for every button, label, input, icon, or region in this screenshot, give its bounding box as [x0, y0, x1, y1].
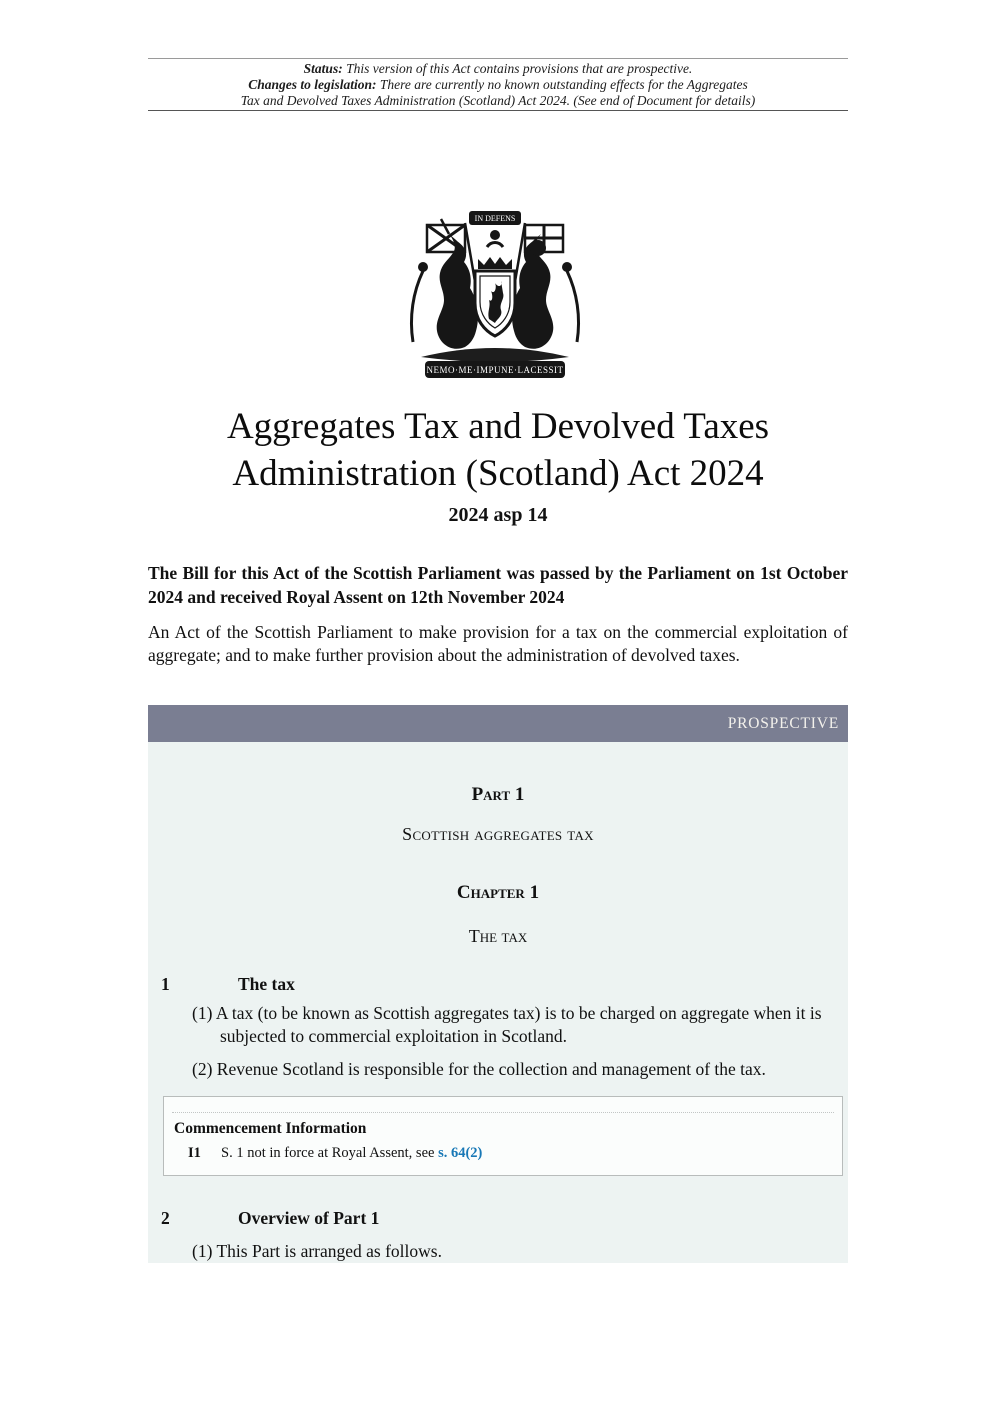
grass-mound: [421, 348, 569, 362]
section-1-title: The tax: [238, 974, 295, 994]
subsection-number: (1): [192, 1241, 213, 1261]
section-2-title: Overview of Part 1: [238, 1208, 380, 1228]
crest-figure: [490, 230, 500, 240]
asp-number: 2024 asp 14: [448, 504, 548, 526]
changes-text: There are currently no known outstanding effects for the Aggregates: [376, 77, 748, 92]
bill-passed-statement: The Bill for this Act of the Scottish Parliament was passed by the Parliament on 1st October 2024 and received Royal Assent on 12th November 2024: [148, 563, 848, 607]
changes-line-2: Tax and Devolved Taxes Administration (Scotland) Act 2024. (See end of Document for details): [240, 93, 756, 108]
changes-label: Changes to legislation:: [248, 77, 377, 92]
header-rule-top: [148, 58, 848, 59]
document-status-header: [148, 61, 848, 109]
act-title-line-1: Aggregates Tax and Devolved Taxes: [226, 406, 770, 447]
thistle-left: [411, 271, 423, 342]
commencement-note-link[interactable]: s. 64(2): [438, 1145, 483, 1161]
commencement-information-box: [163, 1096, 843, 1176]
prospective-content-section: [148, 742, 848, 1263]
commencement-note: [221, 1145, 482, 1162]
dotted-divider: [172, 1112, 834, 1113]
subsection-text: A tax (to be known as Scottish aggregates tax) is to be charged on aggregate when it is subjected to commercial exploitation in Scotland.: [215, 1003, 822, 1046]
status-text: This version of this Act contains provisions that are prospective.: [342, 61, 693, 76]
section-1-subsection-1: [192, 1002, 873, 1048]
crown: [478, 257, 512, 269]
act-title-line-2: Administration (Scotland) Act 2024: [232, 453, 764, 494]
prospective-label: PROSPECTIVE: [727, 715, 839, 732]
commencement-note-text: S. 1 not in force at Royal Assent, see: [221, 1145, 439, 1161]
chapter-1-subject: The tax: [468, 926, 528, 946]
commencement-note-id: I1: [188, 1145, 201, 1161]
motto-text: NEMO·ME·IMPUNE·LACESSIT: [426, 365, 564, 375]
act-long-title: An Act of the Scottish Parliament to make provision for a tax on the commercial exploitation of aggregate; and to make further provision about the administration of devolved taxes.: [148, 622, 848, 665]
chapter-1-heading: Chapter 1: [456, 882, 540, 903]
crest-banner-text: IN DEFENS: [474, 214, 516, 223]
changes-line-1: [148, 77, 848, 93]
thistle-right: [567, 271, 579, 342]
subsection-text: This Part is arranged as follows.: [216, 1241, 442, 1261]
section-2-number: 2: [161, 1208, 170, 1228]
header-rule-bottom: [148, 110, 848, 111]
part-1-subject: Scottish aggregates tax: [402, 824, 594, 844]
subsection-number: (2): [192, 1059, 213, 1079]
prospective-banner: [148, 705, 848, 742]
royal-coat-of-arms: [399, 207, 591, 387]
subsection-number: (1): [192, 1003, 213, 1023]
lion-mane: [530, 240, 546, 256]
status-label: Status:: [303, 61, 343, 76]
section-2-subsection-1: [192, 1240, 873, 1263]
section-1-number: 1: [161, 974, 170, 994]
status-line: [148, 61, 848, 77]
part-1-heading: Part 1: [471, 784, 525, 805]
commencement-heading: Commencement Information: [174, 1120, 367, 1137]
subsection-text: Revenue Scotland is responsible for the collection and management of the tax.: [216, 1059, 766, 1079]
act-title-block: [148, 403, 848, 527]
section-1-subsection-2: [192, 1058, 873, 1081]
